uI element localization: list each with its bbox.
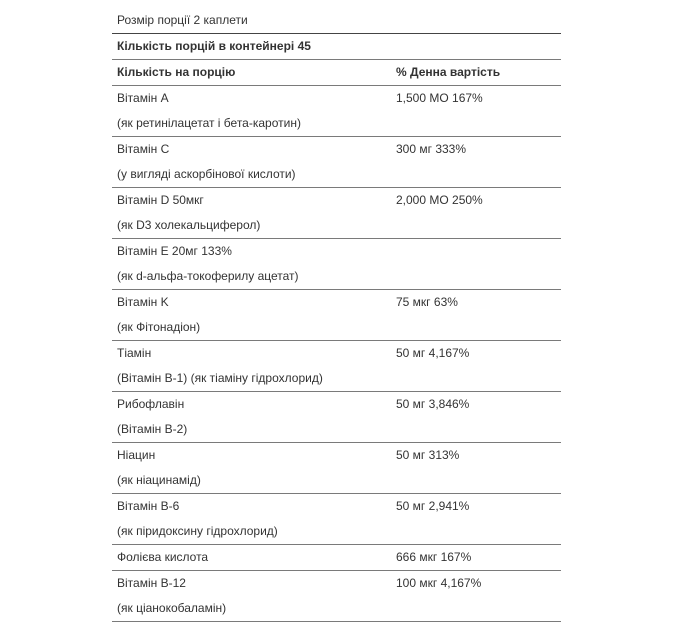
nutrient-value: 100 мкг 4,167% xyxy=(396,576,482,590)
table-row xyxy=(112,392,561,443)
serving-size: Розмір порції 2 каплети xyxy=(117,13,248,27)
nutrient-note: (як d-альфа-токоферилу ацетат) xyxy=(117,269,299,283)
table-row xyxy=(112,571,561,622)
nutrient-note: (як Фітонадіон) xyxy=(117,320,201,334)
table-row xyxy=(112,443,561,494)
nutrient-note: (Вітамін B-1) (як тіаміну гідрохлорид) xyxy=(117,371,323,385)
servings-per-container-row xyxy=(112,34,561,60)
supplement-facts-table xyxy=(112,8,561,622)
nutrient-name: Ніацин xyxy=(117,448,156,462)
nutrient-name: Вітамін D 50мкг xyxy=(117,193,204,207)
amount-per-serving-header: Кількість на порцію xyxy=(117,65,236,79)
serving-size-row xyxy=(112,8,561,34)
nutrient-name: Вітамін A xyxy=(117,91,169,105)
nutrient-name: Тіамін xyxy=(117,346,152,360)
table-row xyxy=(112,341,561,392)
nutrient-name: Вітамін B-6 xyxy=(117,499,180,513)
daily-value-header: % Денна вартість xyxy=(396,65,501,79)
nutrient-value: 666 мкг 167% xyxy=(396,550,472,564)
table-row xyxy=(112,86,561,137)
nutrient-value: 75 мкг 63% xyxy=(396,295,458,309)
servings-per-container: Кількість порцій в контейнері 45 xyxy=(117,39,311,53)
nutrient-name: Фолієва кислота xyxy=(117,550,209,564)
nutrient-name: Вітамін K xyxy=(117,295,169,309)
table-row xyxy=(112,188,561,239)
table-row xyxy=(112,290,561,341)
table-header-row xyxy=(112,60,561,86)
nutrient-note: (як ретинілацетат і бета-каротин) xyxy=(117,116,301,130)
nutrient-value: 50 мг 4,167% xyxy=(396,346,470,360)
nutrient-note: (як ніацинамід) xyxy=(117,473,201,487)
nutrient-value: 1,500 МО 167% xyxy=(396,91,483,105)
nutrient-value: 50 мг 2,941% xyxy=(396,499,470,513)
nutrient-note: (як D3 холекальциферол) xyxy=(117,218,261,232)
nutrient-name: Вітамін E 20мг 133% xyxy=(117,244,232,258)
nutrient-name: Вітамін C xyxy=(117,142,170,156)
nutrient-note: (Вітамін B-2) xyxy=(117,422,188,436)
nutrient-note: (як піридоксину гідрохлорид) xyxy=(117,524,278,538)
table-row xyxy=(112,545,561,571)
table-row xyxy=(112,137,561,188)
nutrient-value: 50 мг 313% xyxy=(396,448,460,462)
nutrient-note: (у вигляді аскорбінової кислоти) xyxy=(117,167,296,181)
table-row xyxy=(112,239,561,290)
nutrient-value: 300 мг 333% xyxy=(396,142,467,156)
table-row xyxy=(112,494,561,545)
nutrient-name: Вітамін B-12 xyxy=(117,576,186,590)
nutrient-name: Рибофлавін xyxy=(117,397,185,411)
nutrient-value: 50 мг 3,846% xyxy=(396,397,470,411)
nutrient-note: (як ціанокобаламін) xyxy=(117,601,227,615)
nutrient-value: 2,000 МО 250% xyxy=(396,193,483,207)
